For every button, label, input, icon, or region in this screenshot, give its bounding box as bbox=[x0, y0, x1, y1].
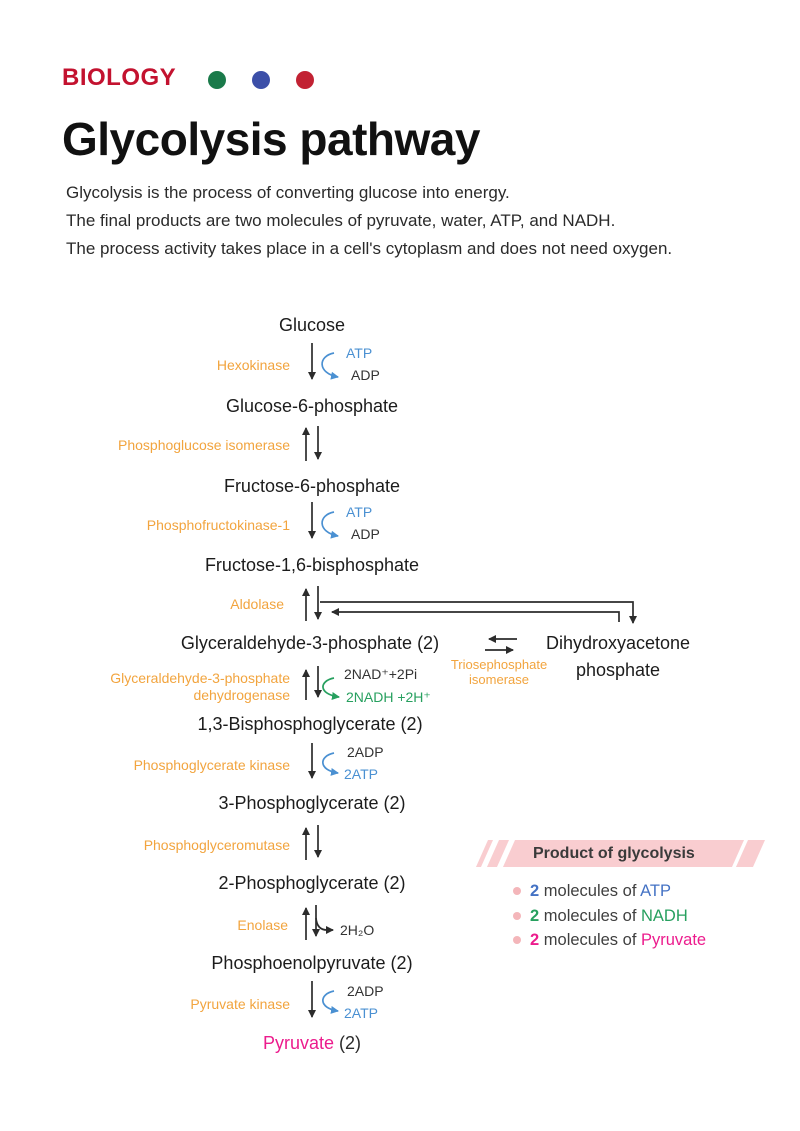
item-name: NADH bbox=[640, 907, 688, 925]
bullet-icon bbox=[513, 936, 521, 944]
branch-from-dhap bbox=[332, 612, 619, 622]
metabolite-13bpg: 1,3-Bisphosphoglycerate (2) bbox=[197, 714, 423, 734]
enzyme-tpi-line2: isomerase bbox=[469, 672, 529, 687]
enzyme-phosphoglyceromutase: Phosphoglyceromutase bbox=[143, 837, 290, 853]
enzyme-aldolase: Aldolase bbox=[230, 596, 284, 612]
product-item-pyruvate bbox=[530, 931, 706, 950]
product-item-atp bbox=[530, 882, 671, 901]
enzyme-tpi-line1: Triosephosphate bbox=[450, 657, 548, 672]
item-name: ATP bbox=[640, 882, 671, 900]
curve-adp-atp-pgk bbox=[323, 753, 338, 773]
enzyme-pyruvate-kinase: Pyruvate kinase bbox=[190, 996, 290, 1012]
curve-atp-adp-pfk1 bbox=[322, 512, 338, 536]
cofactor-2atp-pk: 2ATP bbox=[344, 1005, 378, 1021]
metabolite-f6p: Fructose-6-phosphate bbox=[223, 476, 401, 496]
metabolite-pyruvate bbox=[263, 1033, 361, 1054]
product-box-title: Product of glycolysis bbox=[533, 845, 695, 862]
bullet-icon bbox=[513, 912, 521, 920]
intro-line-2: The final products are two molecules of pyruvate, water, ATP, and NADH. bbox=[66, 211, 616, 230]
metabolite-f16bp: Fructose-1,6-bisphosphate bbox=[204, 555, 420, 575]
metabolite-g6p: Glucose-6-phosphate bbox=[225, 396, 399, 416]
enzyme-hexokinase: Hexokinase bbox=[216, 357, 290, 373]
curve-atp-adp-hexokinase bbox=[322, 353, 338, 377]
metabolite-2pg: 2-Phosphoglycerate (2) bbox=[218, 873, 406, 893]
brand-label: BIOLOGY bbox=[62, 64, 177, 91]
enzyme-phosphofructokinase-1: Phosphofructokinase-1 bbox=[146, 517, 290, 533]
metabolite-g3p: Glyceraldehyde-3-phosphate (2) bbox=[180, 633, 440, 653]
cofactor-adp-pfk1: ADP bbox=[351, 526, 380, 542]
metabolite-pep: Phosphoenolpyruvate (2) bbox=[211, 953, 413, 973]
item-count: 2 bbox=[530, 882, 540, 900]
cofactor-2adp-pk: 2ADP bbox=[347, 983, 384, 999]
intro-line-3: The process activity takes place in a cell's cytoplasm and does not need oxygen. bbox=[66, 239, 673, 258]
branch-to-dhap bbox=[320, 602, 633, 623]
product-item-nadh bbox=[530, 907, 688, 926]
blue-dot-icon bbox=[252, 71, 270, 89]
pyruvate-label: Pyruvate bbox=[262, 1033, 335, 1053]
page-title: Glycolysis pathway bbox=[62, 113, 480, 165]
cofactor-atp-pfk1: ATP bbox=[346, 504, 373, 520]
item-count: 2 bbox=[530, 907, 540, 925]
enzyme-phosphoglycerate-kinase: Phosphoglycerate kinase bbox=[133, 757, 290, 773]
item-middle: molecules of bbox=[539, 882, 641, 900]
metabolite-dhap-line2: phosphate bbox=[575, 660, 661, 680]
item-middle: molecules of bbox=[539, 907, 641, 925]
pyruvate-count: (2) bbox=[334, 1033, 362, 1053]
enzyme-gapdh-line2: dehydrogenase bbox=[193, 687, 290, 703]
cofactor-nad-in: 2NAD⁺+2Pi bbox=[344, 666, 418, 682]
metabolite-3pg: 3-Phosphoglycerate (2) bbox=[218, 793, 406, 813]
item-count: 2 bbox=[530, 931, 540, 949]
cofactor-atp-hexokinase: ATP bbox=[346, 345, 373, 361]
intro-line-1: Glycolysis is the process of converting glucose into energy. bbox=[66, 183, 510, 202]
red-dot-icon bbox=[296, 71, 314, 89]
green-dot-icon bbox=[208, 71, 226, 89]
item-name: Pyruvate bbox=[640, 931, 707, 949]
curve-nad-nadh-gapdh bbox=[323, 678, 339, 697]
metabolite-glucose: Glucose bbox=[278, 315, 346, 335]
cofactor-adp-hexokinase: ADP bbox=[351, 367, 380, 383]
metabolite-dhap-line1: Dihydroxyacetone bbox=[545, 633, 691, 653]
bullet-icon bbox=[513, 887, 521, 895]
cofactor-nadh-out: 2NADH +2H⁺ bbox=[346, 689, 431, 705]
branch-water bbox=[316, 918, 333, 930]
enzyme-enolase: Enolase bbox=[237, 917, 288, 933]
cofactor-water: 2H₂O bbox=[340, 922, 375, 938]
curve-adp-atp-pk bbox=[323, 991, 338, 1011]
enzyme-gapdh-line1: Glyceraldehyde-3-phosphate bbox=[110, 670, 290, 686]
cofactor-2atp-pgk: 2ATP bbox=[344, 766, 378, 782]
enzyme-phosphoglucose-isomerase: Phosphoglucose isomerase bbox=[118, 437, 290, 453]
item-middle: molecules of bbox=[539, 931, 641, 949]
cofactor-2adp-pgk: 2ADP bbox=[347, 744, 384, 760]
